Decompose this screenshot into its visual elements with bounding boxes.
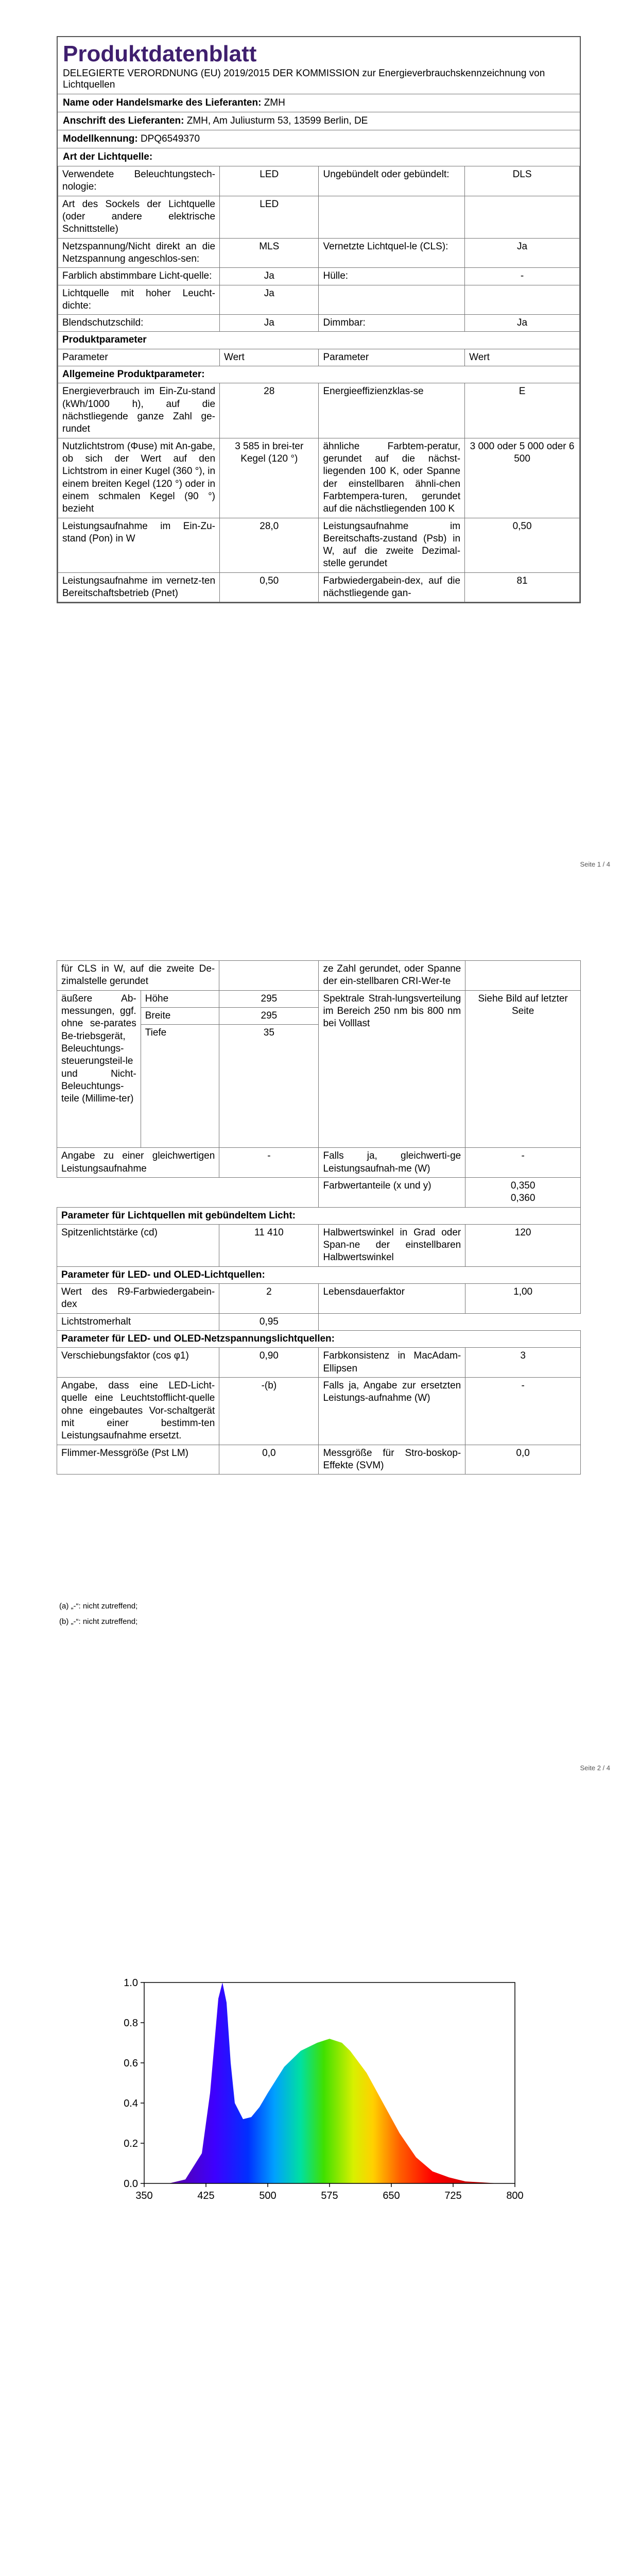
strobo-label: Messgröße für Stro-boskop-Effekte (SVM) [319, 1445, 465, 1475]
light-source-cell: - [465, 268, 580, 285]
regulation-text: DELEGIERTE VERORDNUNG (EU) 2019/2015 DER KOMMISSION zur Energieverbrauchskennzeichnung von Lichtquellen [63, 68, 545, 90]
macadam-label: Farbkonsistenz in MacAdam-Ellipsen [319, 1348, 465, 1378]
section-led: Parameter für LED- und OLED-Lichtquellen: [57, 1266, 581, 1283]
datasheet-frame-p2 [57, 960, 581, 1475]
light-source-cell [465, 285, 580, 315]
peak-label: Spitzenlichtstärke (cd) [57, 1224, 219, 1266]
light-source-row [58, 315, 580, 332]
flicker-value: 0,0 [219, 1445, 319, 1475]
light-source-cell [465, 196, 580, 238]
dim-height-value: 295 [219, 990, 319, 1007]
replace2-value: - [465, 1377, 581, 1445]
type-row [58, 148, 580, 166]
light-source-cell: Ja [220, 285, 319, 315]
light-source-cell: LED [220, 166, 319, 196]
header-value-2: Wert [465, 349, 580, 366]
r9-value: 2 [219, 1284, 319, 1314]
footnote-b: (b) „-“: nicht zutreffend; [59, 1617, 138, 1626]
cont-value-2 [465, 961, 581, 991]
footnote-a: (a) „-“: nicht zutreffend; [59, 1602, 138, 1611]
model-id: DPQ6549370 [140, 133, 200, 144]
dimensions-label: äußere Ab-messungen, ggf. ohne se-parates Be-triebsgerät, Beleuchtungs-steuerungsteil-le und Nicht-Beleuchtungs-teile (Millime-ter) [57, 990, 141, 1148]
general-param-cell: Leistungsaufnahme im vernetz-ten Bereitschaftsbetrieb (Pnet) [58, 572, 220, 602]
chromaticity-label: Farbwertanteile (x und y) [319, 1177, 465, 1207]
light-source-row [58, 238, 580, 268]
chromaticity-values [465, 1177, 581, 1207]
beam-label: Halbwertswinkel in Grad oder Span-ne der einstellbaren Halbwertswinkel [319, 1224, 465, 1266]
light-source-cell: Hülle: [319, 268, 465, 285]
peak-value: 11 410 [219, 1224, 319, 1266]
datasheet-frame-p1 [57, 36, 581, 603]
light-source-cell: Blendschutzschild: [58, 315, 220, 332]
spectrum-chart [103, 1973, 536, 2210]
x-tick-label: 650 [383, 2190, 400, 2201]
light-source-cell: Ja [465, 315, 580, 332]
equiv2-label: Falls ja, gleichwerti-ge Leistungsaufnah-me (W) [319, 1148, 465, 1178]
pf-value: 0,90 [219, 1348, 319, 1378]
general-param-row [58, 572, 580, 602]
equiv-label: Angabe zu einer gleichwertigen Leistungsaufnahme [57, 1148, 219, 1178]
chromaticity-x: 0,350 [510, 1180, 536, 1191]
light-source-cell [319, 196, 465, 238]
light-source-row [58, 285, 580, 315]
section-mls: Parameter für LED- und OLED-Netzspannungslichtquellen: [57, 1331, 581, 1348]
parameter-table-2 [57, 960, 581, 1475]
light-source-cell: MLS [220, 238, 319, 268]
general-param-cell: Energieeffizienzklas-se [319, 383, 465, 438]
supplier-name-row [58, 94, 580, 112]
light-source-row [58, 196, 580, 238]
x-tick-label: 500 [259, 2190, 277, 2201]
light-source-cell [319, 285, 465, 315]
section-allgemeine: Allgemeine Produktparameter: [58, 366, 580, 383]
flicker-label: Flimmer-Messgröße (Pst LM) [57, 1445, 219, 1475]
replace-label: Angabe, dass eine LED-Licht-quelle eine Leuchtstofflicht-quelle ohne eingebautes Vor-schaltgerät mit einer bestimm-ten Leistungsaufnahme ersetzt. [57, 1377, 219, 1445]
general-param-cell: Energieverbrauch im Ein-Zu-stand (kWh/1000 h), auf die nächstliegende ganze Zahl ge-rundet [58, 383, 220, 438]
model-label: Modellkennung: [63, 133, 138, 144]
replace-value: -(b) [219, 1377, 319, 1445]
equiv2-value: - [465, 1148, 581, 1178]
x-tick-label: 575 [321, 2190, 338, 2201]
supplier-address: ZMH, Am Juliusturm 53, 13599 Berlin, DE [186, 115, 368, 126]
general-param-cell: 3 000 oder 5 000 oder 6 500 [465, 438, 580, 518]
spectral-value: Siehe Bild auf letzter Seite [465, 990, 581, 1148]
section-produktparameter: Produktparameter [58, 332, 580, 349]
macadam-value: 3 [465, 1348, 581, 1378]
light-source-cell: Netzspannung/Nicht direkt an die Netzspannung angeschlos-sen: [58, 238, 220, 268]
general-param-cell: 3 585 in brei-ter Kegel (120 °) [220, 438, 319, 518]
dim-height-label: Höhe [141, 990, 219, 1007]
pf-label: Verschiebungsfaktor (cos φ1) [57, 1348, 219, 1378]
x-tick-label: 425 [197, 2190, 215, 2201]
y-tick-label: 0.0 [124, 2178, 138, 2190]
general-param-row [58, 383, 580, 438]
beam-value: 120 [465, 1224, 581, 1266]
light-source-cell: Farblich abstimmbare Licht-quelle: [58, 268, 220, 285]
light-source-row [58, 268, 580, 285]
general-param-cell: Leistungsaufnahme im Ein-Zu-stand (Pon) in W [58, 518, 220, 572]
light-source-cell: Ja [220, 268, 319, 285]
type-label: Art der Lichtquelle: [63, 151, 153, 162]
general-param-cell: 0,50 [220, 572, 319, 602]
page-1 [0, 0, 639, 904]
light-source-cell: LED [220, 196, 319, 238]
dim-depth-label: Tiefe [141, 1025, 219, 1148]
light-source-table [58, 166, 580, 602]
life-value: 1,00 [465, 1284, 581, 1314]
light-source-cell: Art des Sockels der Lichtquelle (oder andere elektrische Schnittstelle) [58, 196, 220, 238]
light-source-cell: Ja [465, 238, 580, 268]
y-tick-label: 0.2 [124, 2138, 138, 2149]
page-number: Seite 1 / 4 [580, 860, 610, 868]
page-number: Seite 2 / 4 [580, 1764, 610, 1772]
chromaticity-y: 0,360 [510, 1193, 536, 1204]
dim-depth-value: 35 [219, 1025, 319, 1148]
maint-label: Lichtstromerhalt [57, 1313, 219, 1330]
x-tick-label: 725 [444, 2190, 462, 2201]
light-source-row [58, 166, 580, 196]
supplier-address-label: Anschrift des Lieferanten: [63, 115, 184, 126]
equiv-value: - [219, 1148, 319, 1178]
header-parameter: Parameter [58, 349, 220, 366]
light-source-cell: Dimmbar: [319, 315, 465, 332]
supplier-address-row [58, 112, 580, 130]
general-param-cell: Farbwiedergabein-dex, auf die nächstliegende gan- [319, 572, 465, 602]
r9-label: Wert des R9-Farbwiedergabein-dex [57, 1284, 219, 1314]
header-value: Wert [220, 349, 319, 366]
replace2-label: Falls ja, Angabe zur ersetzten Leistungs-aufnahme (W) [319, 1377, 465, 1445]
model-row [58, 130, 580, 148]
y-tick-label: 0.4 [124, 2098, 138, 2109]
cont-label-2: ze Zahl gerundet, oder Spanne der ein-stellbaren CRI-Wer-te [319, 961, 465, 991]
supplier-name: ZMH [264, 97, 285, 108]
supplier-name-label: Name oder Handelsmarke des Lieferanten: [63, 97, 262, 108]
page-2 [0, 904, 639, 1807]
general-param-cell: 28 [220, 383, 319, 438]
general-param-cell: E [465, 383, 580, 438]
general-param-cell: 0,50 [465, 518, 580, 572]
header-parameter-2: Parameter [319, 349, 465, 366]
general-param-cell: 28,0 [220, 518, 319, 572]
spectral-label: Spektrale Strah-lungsverteilung im Bereich 250 nm bis 800 nm bei Volllast [319, 990, 465, 1148]
cont-label: für CLS in W, auf die zweite De-zimalstelle gerundet [57, 961, 219, 991]
y-tick-label: 1.0 [124, 1977, 138, 1989]
strobo-value: 0,0 [465, 1445, 581, 1475]
cont-value [219, 961, 319, 991]
dim-width-value: 295 [219, 1007, 319, 1024]
y-tick-label: 0.6 [124, 2058, 138, 2069]
spectrum-area [169, 1982, 498, 2183]
general-param-cell: ähnliche Farbtem-peratur, gerundet auf die nächst-liegenden 100 K, oder Spanne der einstellbaren ähnli-chen Farbtempera-turen, gerundet auf die nächstliegenden 100 K [319, 438, 465, 518]
light-source-cell: Ja [220, 315, 319, 332]
page-title: Produktdatenblatt [63, 41, 257, 66]
section-dls: Parameter für Lichtquellen mit gebündeltem Licht: [57, 1207, 581, 1224]
light-source-cell: Vernetzte Lichtquel-le (CLS): [319, 238, 465, 268]
light-source-cell: Ungebündelt oder gebündelt: [319, 166, 465, 196]
general-param-cell: 81 [465, 572, 580, 602]
general-param-cell: Leistungsaufnahme im Bereitschafts-zustand (Psb) in W, auf die zweite Dezimal-stelle gerundet [319, 518, 465, 572]
x-tick-label: 350 [135, 2190, 153, 2201]
maint-value: 0,95 [219, 1313, 319, 1330]
x-tick-label: 800 [506, 2190, 524, 2201]
dim-width-label: Breite [141, 1007, 219, 1024]
light-source-cell: Verwendete Beleuchtungstech-nologie: [58, 166, 220, 196]
life-label: Lebensdauerfaktor [319, 1284, 465, 1314]
general-param-row [58, 518, 580, 572]
light-source-cell: DLS [465, 166, 580, 196]
light-source-cell: Lichtquelle mit hoher Leucht-dichte: [58, 285, 220, 315]
y-tick-label: 0.8 [124, 2018, 138, 2029]
general-param-row [58, 438, 580, 518]
general-param-cell: Nutzlichtstrom (Φuse) mit An-gabe, ob sich der Wert auf den Lichtstrom in einer Kugel (360 °), in einem breiten Kegel (120 °) oder in einem schmalen Kegel (90 °) bezieht [58, 438, 220, 518]
